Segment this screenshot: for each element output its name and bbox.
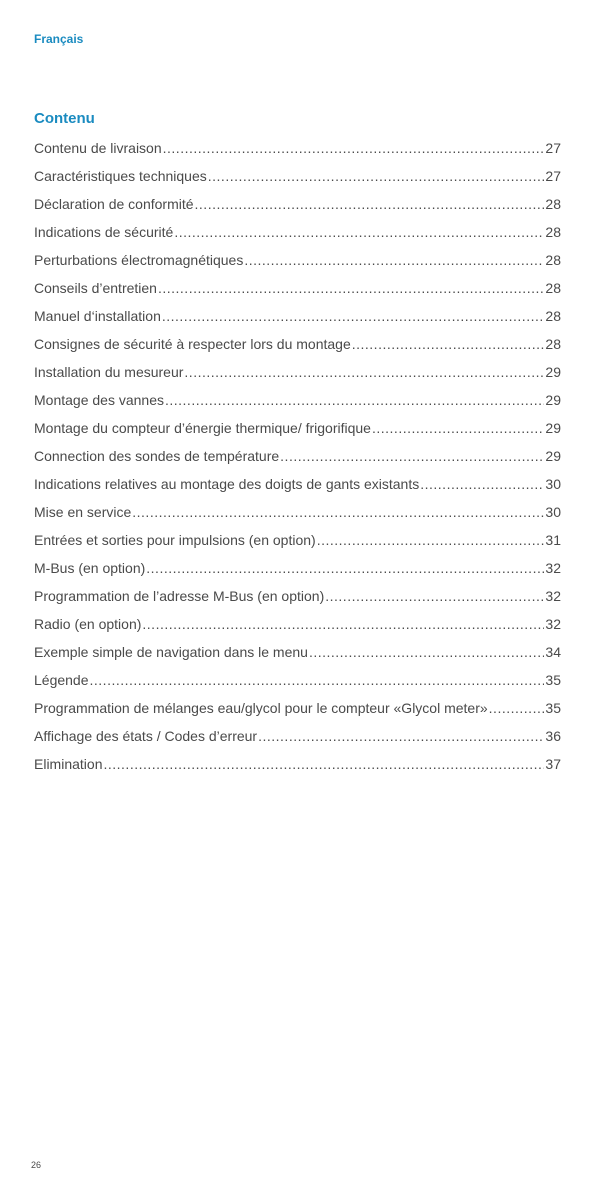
toc-item-label: Connection des sondes de température bbox=[34, 448, 280, 464]
toc-item-page: 37 bbox=[545, 756, 561, 772]
toc-item-label: Affichage des états / Codes d’erreur bbox=[34, 728, 258, 744]
toc-item-label: Montage des vannes bbox=[34, 392, 164, 408]
toc-item-page: 29 bbox=[545, 364, 561, 380]
toc-item-label: Installation du mesureur bbox=[34, 364, 184, 380]
toc-item-label: Elimination bbox=[34, 756, 103, 772]
toc-item-conseils-entretien[interactable] bbox=[34, 274, 561, 302]
toc-item-page: 30 bbox=[545, 504, 561, 520]
page-number: 26 bbox=[31, 1160, 42, 1170]
toc-leader-dots bbox=[146, 554, 544, 582]
toc-item-label: Perturbations électromagnétiques bbox=[34, 252, 244, 268]
toc-item-declaration-de-conformite[interactable] bbox=[34, 190, 561, 218]
toc-item-contenu-de-livraison[interactable] bbox=[34, 134, 561, 162]
toc-item-affichage-des-etats[interactable] bbox=[34, 722, 561, 750]
toc-item-label: Entrées et sorties pour impulsions (en option) bbox=[34, 532, 316, 548]
toc-item-label: Radio (en option) bbox=[34, 616, 142, 632]
toc-leader-dots bbox=[258, 722, 544, 750]
toc-item-label: Mise en service bbox=[34, 504, 132, 520]
toc-item-connection-des-sondes[interactable] bbox=[34, 442, 561, 470]
toc-leader-dots bbox=[420, 470, 544, 498]
toc-item-perturbations-electromagnetiques[interactable] bbox=[34, 246, 561, 274]
toc-leader-dots bbox=[352, 330, 545, 358]
toc-item-elimination[interactable] bbox=[34, 750, 561, 778]
toc-item-label: Manuel d‘installation bbox=[34, 308, 161, 324]
toc-item-page: 32 bbox=[545, 616, 561, 632]
toc-item-mise-en-service[interactable] bbox=[34, 498, 561, 526]
toc-title: Contenu bbox=[34, 110, 95, 127]
toc-item-page: 31 bbox=[545, 532, 561, 548]
toc-leader-dots bbox=[132, 498, 544, 526]
toc-item-page: 28 bbox=[545, 336, 561, 352]
toc-item-radio[interactable] bbox=[34, 610, 561, 638]
toc-item-page: 28 bbox=[545, 196, 561, 212]
toc-item-page: 35 bbox=[545, 700, 561, 716]
toc-item-label: Consignes de sécurité à respecter lors du montage bbox=[34, 336, 351, 352]
toc-item-label: Caractéristiques techniques bbox=[34, 168, 207, 184]
toc-item-page: 27 bbox=[545, 168, 561, 184]
toc-leader-dots bbox=[317, 526, 545, 554]
toc-item-page: 28 bbox=[545, 224, 561, 240]
toc-item-montage-des-vannes[interactable] bbox=[34, 386, 561, 414]
toc-leader-dots bbox=[163, 134, 545, 162]
toc-leader-dots bbox=[184, 358, 544, 386]
toc-item-label: Indications de sécurité bbox=[34, 224, 174, 240]
toc-item-label: Déclaration de conformité bbox=[34, 196, 194, 212]
toc-item-programmation-melanges-glycol[interactable] bbox=[34, 694, 561, 722]
toc-item-exemple-navigation-menu[interactable] bbox=[34, 638, 561, 666]
toc-leader-dots bbox=[244, 246, 544, 274]
toc-item-page: 32 bbox=[545, 560, 561, 576]
toc-item-label: Légende bbox=[34, 672, 89, 688]
toc-item-page: 28 bbox=[545, 280, 561, 296]
toc-item-label: M-Bus (en option) bbox=[34, 560, 146, 576]
toc-leader-dots bbox=[158, 274, 544, 302]
toc-item-page: 36 bbox=[545, 728, 561, 744]
toc-leader-dots bbox=[489, 694, 545, 722]
toc-item-consignes-de-securite[interactable] bbox=[34, 330, 561, 358]
language-label: Français bbox=[34, 32, 84, 46]
toc-item-page: 29 bbox=[545, 448, 561, 464]
toc-item-page: 29 bbox=[545, 420, 561, 436]
toc-item-label: Programmation de l’adresse M-Bus (en option) bbox=[34, 588, 325, 604]
toc-leader-dots bbox=[325, 582, 544, 610]
toc-item-indications-de-securite[interactable] bbox=[34, 218, 561, 246]
toc-item-page: 34 bbox=[545, 644, 561, 660]
toc-item-label: Contenu de livraison bbox=[34, 140, 162, 156]
toc-item-manuel-installation[interactable] bbox=[34, 302, 561, 330]
toc-item-page: 30 bbox=[545, 476, 561, 492]
toc-leader-dots bbox=[208, 162, 545, 190]
toc-item-label: Conseils d’entretien bbox=[34, 280, 157, 296]
toc-leader-dots bbox=[309, 638, 544, 666]
toc-leader-dots bbox=[195, 190, 545, 218]
toc-item-page: 35 bbox=[545, 672, 561, 688]
toc-leader-dots bbox=[90, 666, 545, 694]
toc-item-page: 32 bbox=[545, 588, 561, 604]
toc-item-m-bus[interactable] bbox=[34, 554, 561, 582]
toc-leader-dots bbox=[372, 414, 544, 442]
toc-item-programmation-adresse-m-bus[interactable] bbox=[34, 582, 561, 610]
toc-item-indications-doigts-de-gants[interactable] bbox=[34, 470, 561, 498]
toc-leader-dots bbox=[174, 218, 544, 246]
toc-item-legende[interactable] bbox=[34, 666, 561, 694]
toc-item-label: Exemple simple de navigation dans le menu bbox=[34, 644, 308, 660]
toc-leader-dots bbox=[280, 442, 544, 470]
toc-item-page: 28 bbox=[545, 308, 561, 324]
toc-item-page: 27 bbox=[545, 140, 561, 156]
toc-item-installation-du-mesureur[interactable] bbox=[34, 358, 561, 386]
toc-item-page: 28 bbox=[545, 252, 561, 268]
toc-leader-dots bbox=[162, 302, 545, 330]
toc-item-page: 29 bbox=[545, 392, 561, 408]
toc-item-label: Indications relatives au montage des doigts de gants existants bbox=[34, 476, 420, 492]
toc-item-label: Programmation de mélanges eau/glycol pour le compteur «Glycol meter» bbox=[34, 700, 488, 716]
toc-item-label: Montage du compteur d’énergie thermique/ frigorifique bbox=[34, 420, 371, 436]
toc-list bbox=[34, 134, 561, 778]
toc-item-entrees-sorties-impulsions[interactable] bbox=[34, 526, 561, 554]
toc-leader-dots bbox=[103, 750, 544, 778]
toc-leader-dots bbox=[165, 386, 544, 414]
toc-item-caracteristiques-techniques[interactable] bbox=[34, 162, 561, 190]
toc-item-montage-du-compteur[interactable] bbox=[34, 414, 561, 442]
toc-leader-dots bbox=[142, 610, 544, 638]
